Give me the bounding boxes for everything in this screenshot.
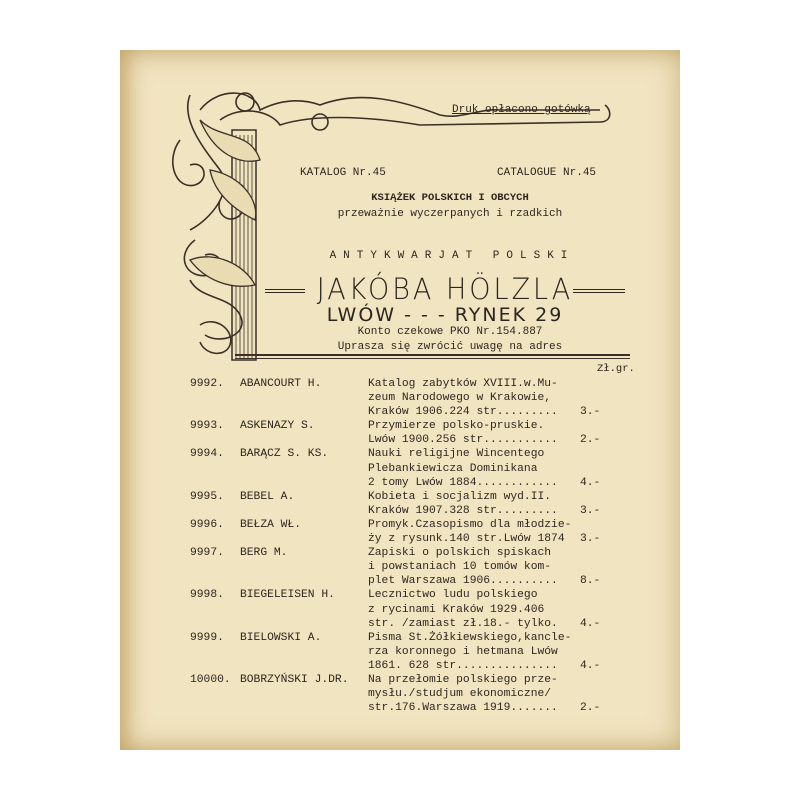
- catalog-entry: [190, 546, 610, 588]
- entry-price: 4.-: [580, 617, 601, 630]
- price-column-header: Zł.gr.: [597, 363, 635, 375]
- spacer: [580, 518, 610, 532]
- catalog-entry: [190, 419, 610, 447]
- entry-description: [368, 419, 580, 447]
- entry-price-cell: [580, 546, 610, 588]
- entry-price-cell: [580, 447, 610, 489]
- firm-type: ANTYKWARJAT POLSKI: [329, 250, 575, 262]
- description-line: str.176.Warszawa 1919.......: [368, 702, 558, 715]
- entry-price: 4.-: [580, 476, 601, 489]
- entry-author: BERG M.: [240, 547, 288, 560]
- address-request: Uprasza się zwrócić uwagę na adres: [337, 341, 563, 353]
- entry-author: BEBEL A.: [240, 490, 295, 503]
- entry-author: ABANCOURT H.: [240, 378, 322, 390]
- account-number: Konto czekowe PKO Nr.154.887: [357, 326, 543, 338]
- postage-note: Druk opłacono gotówką: [452, 104, 591, 116]
- entry-price: 3.-: [580, 406, 601, 419]
- description-line: plet Warszawa 1906..........: [368, 575, 558, 588]
- description-line: Przymierze polsko-pruskie.: [368, 420, 545, 433]
- spacer: [580, 645, 610, 659]
- entry-number: 9994.: [190, 448, 224, 461]
- entry-price-cell: [580, 588, 610, 630]
- entry-price-cell: [580, 518, 610, 546]
- entry-description: [368, 518, 580, 546]
- firm-address: LWÓW - - - RYNEK 29: [326, 304, 564, 326]
- description-line: 2 tomy Lwów 1884............: [368, 476, 558, 489]
- description-line: mysłu./studjum ekonomiczne/: [368, 688, 552, 701]
- entry-number: 9992.: [190, 378, 224, 390]
- entry-price: 8.-: [580, 575, 601, 588]
- entry-price: 4.-: [580, 659, 601, 672]
- spacer: [580, 560, 610, 574]
- description-line: Lecznictwo ludu polskiego: [368, 589, 538, 602]
- subtitle-rare: przeważnie wyczerpanych i rzadkich: [337, 208, 563, 220]
- spacer: [580, 377, 610, 391]
- entry-author: BIEGELEISEN H.: [240, 589, 335, 602]
- subtitle-books: KSIĄŻEK POLSKICH I OBCYCH: [371, 192, 529, 204]
- spacer: [580, 546, 610, 560]
- entry-price-cell: [580, 673, 610, 715]
- spacer: [580, 588, 610, 602]
- description-line: Nauki religijne Wincentego: [368, 448, 545, 461]
- description-line: Na przełomie polskiego prze-: [368, 673, 558, 686]
- spacer: [580, 490, 610, 504]
- entry-author: ASKENAZY S.: [240, 420, 315, 433]
- catalog-entry: [190, 673, 610, 715]
- description-line: Zapiski o polskich spiskach: [368, 547, 552, 560]
- catalog-entries: [190, 377, 610, 715]
- description-line: 1861. 628 str...............: [368, 659, 558, 672]
- description-line: str. /zamiast zł.18.- tylko.: [368, 617, 558, 630]
- entry-number: 9993.: [190, 420, 224, 433]
- entry-description: [368, 447, 580, 489]
- description-line: rza koronnego i hetmana Lwów: [368, 645, 558, 658]
- catalog-entry: [190, 518, 610, 546]
- spacer: [580, 631, 610, 645]
- description-line: Promyk.Czasopismo dla młodzie-: [368, 518, 572, 531]
- spacer: [580, 447, 610, 461]
- catalog-number-pl: KATALOG Nr.45: [300, 167, 386, 179]
- description-line: zeum Narodowego w Krakowie,: [368, 392, 552, 405]
- entry-number: 9996.: [190, 518, 224, 531]
- entry-price: 2.-: [580, 434, 601, 447]
- header-divider: [235, 354, 630, 359]
- catalog-number-en: CATALOGUE Nr.45: [497, 167, 597, 179]
- entry-author: BOBRZYŃSKI J.DR.: [240, 673, 349, 686]
- entry-price: 2.-: [580, 702, 601, 715]
- spacer: [580, 391, 610, 405]
- catalog-entry: [190, 588, 610, 630]
- spacer: [580, 462, 610, 476]
- entry-description: [368, 546, 580, 588]
- entry-price: 3.-: [580, 533, 601, 546]
- entry-number: 9999.: [190, 631, 224, 644]
- description-line: Pisma St.Żółkiewskiego,kancle-: [368, 631, 572, 644]
- entry-description: [368, 673, 580, 715]
- entry-description: [368, 490, 580, 518]
- description-line: Kobieta i socjalizm wyd.II.: [368, 490, 552, 503]
- catalog-entry: [190, 377, 610, 419]
- entry-author: BIELOWSKI A.: [240, 631, 322, 644]
- entry-description: [368, 377, 580, 419]
- description-line: ży z rysunk.140 str.Lwów 1874: [368, 533, 565, 546]
- entry-price-cell: [580, 631, 610, 673]
- entry-price-cell: [580, 490, 610, 518]
- entry-author: BEŁZA WŁ.: [240, 518, 302, 531]
- entry-number: 10000.: [190, 673, 231, 686]
- entry-number: 9995.: [190, 490, 224, 503]
- entry-price-cell: [580, 419, 610, 447]
- spacer: [580, 603, 610, 617]
- description-line: Kraków 1907.328 str.........: [368, 504, 558, 517]
- spacer: [580, 673, 610, 687]
- entry-price: 3.-: [580, 504, 601, 517]
- spacer: [580, 687, 610, 701]
- catalog-entry: [190, 631, 610, 673]
- entry-author: BARĄCZ S. KS.: [240, 448, 329, 461]
- description-line: Kraków 1906.224 str.........: [368, 406, 558, 419]
- entry-number: 9998.: [190, 589, 224, 602]
- description-line: Katalog zabytków XVIII.w.Mu-: [368, 378, 558, 390]
- description-line: Lwów 1900.256 str...........: [368, 434, 558, 447]
- spacer: [580, 419, 610, 433]
- description-line: i powstaniach 10 tomów kom-: [368, 561, 552, 574]
- entry-price-cell: [580, 377, 610, 419]
- entry-number: 9997.: [190, 547, 224, 560]
- description-line: Plebankiewicza Dominikana: [368, 462, 538, 475]
- entry-description: [368, 588, 580, 630]
- firm-name: JAKÓBA HÖLZLA: [316, 272, 574, 307]
- entry-description: [368, 631, 580, 673]
- catalog-entry: [190, 490, 610, 518]
- catalog-entry: [190, 447, 610, 489]
- description-line: z rycinami Kraków 1929.406: [368, 603, 545, 616]
